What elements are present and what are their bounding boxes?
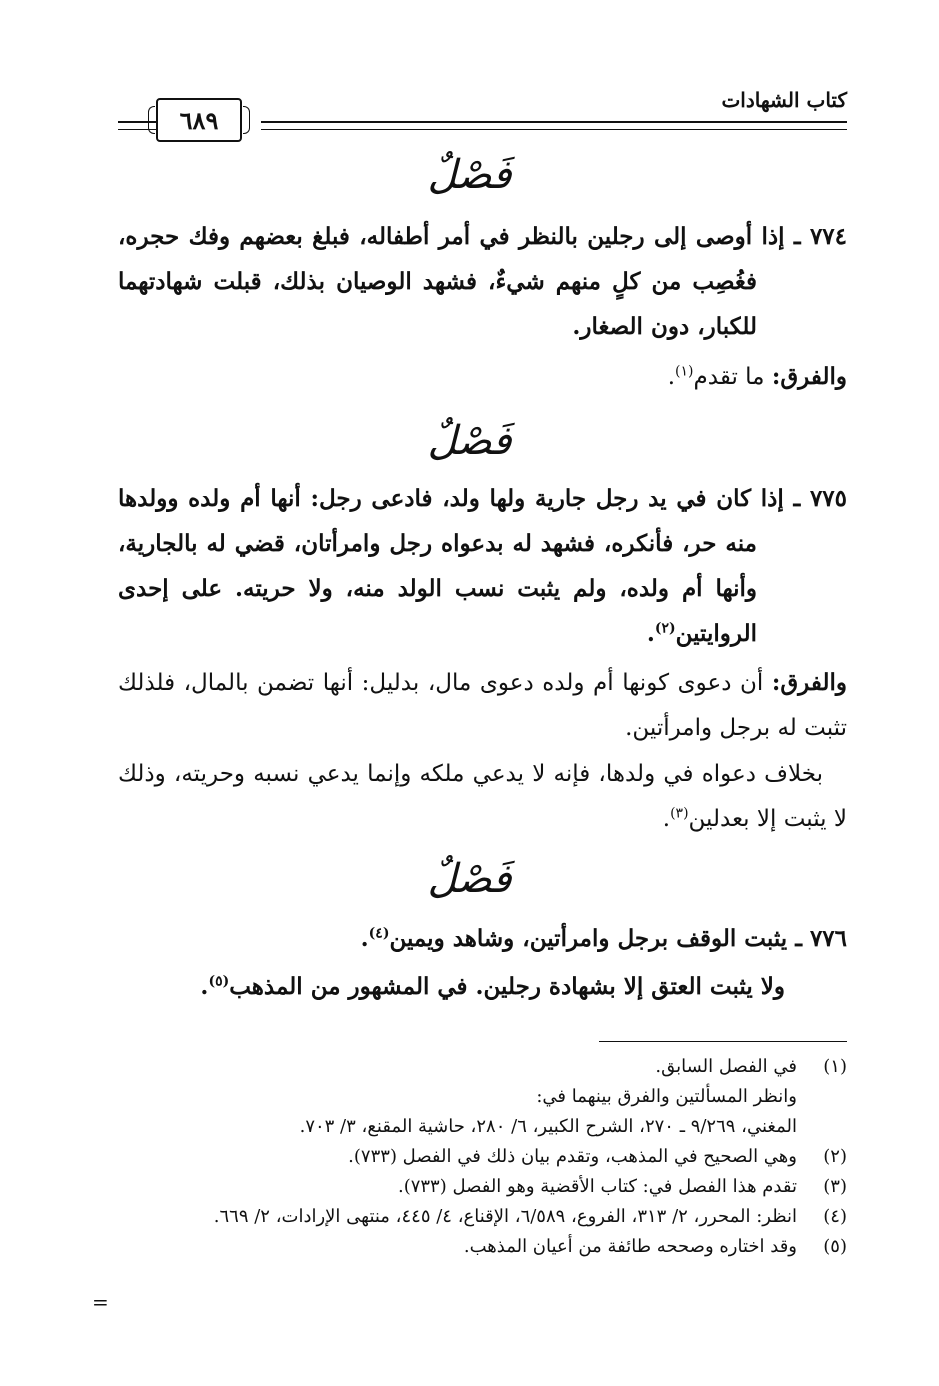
- footnotes: [110, 1052, 847, 1262]
- entry-776-line2: ولا يثبت العتق إلا بشهادة رجلين. في المشهور من المذهب$^{(٥)}$.: [200, 973, 785, 1000]
- header-rule: [261, 121, 847, 130]
- footnote-5-number: (٥): [823, 1236, 847, 1257]
- footnote-3-text: تقدم هذا الفصل في: كتاب الأقضية وهو الفصل (٧٣٣).: [397, 1176, 797, 1197]
- footnote-ref-3: (٣): [670, 805, 689, 822]
- footnote-2-text: وهي الصحيح في المذهب، وتقدم بيان ذلك في الفصل (٧٣٣).: [348, 1146, 797, 1167]
- footnote-5-text: وقد اختاره وصححه طائفة من أعيان المذهب.: [463, 1236, 797, 1257]
- section-heading-1: فَصْلٌ: [427, 152, 512, 198]
- para2-text-775: بخلاف دعواه في ولدها، فإنه لا يدعي ملكه وإنما يدعي نسبه وحريته، وذلك لا يثبت إلا بعدلين: [118, 761, 847, 832]
- footnote-ref-1: (١): [675, 363, 694, 380]
- farq-label-774: والفرق:: [771, 363, 847, 390]
- farq-775: [118, 660, 847, 751]
- entry-number-774: ٧٧٤ ـ: [793, 223, 847, 250]
- footnote-ref-4: (٤): [368, 925, 390, 942]
- entry-774: [118, 214, 847, 349]
- footnote-4-number: (٤): [823, 1206, 847, 1227]
- footnote-1-number: (١): [823, 1056, 847, 1077]
- farq-text-774: ما تقدم: [693, 364, 765, 390]
- footnote-3-number: (٣): [823, 1176, 847, 1197]
- footnote-1: [110, 1052, 847, 1142]
- page-number: ٦٨٩: [156, 98, 242, 142]
- entry-776-line2-text: ولا يثبت العتق إلا بشهادة رجلين. في المشهور من المذهب: [229, 973, 785, 1000]
- farq-text-775: أن دعوى كونها أم ولده دعوى مال، بدليل: أنها تضمن بالمال، فلذلك تثبت له برجل وامرأتين.: [118, 670, 847, 741]
- farq-label-775: والفرق:: [771, 669, 848, 696]
- footnote-rule: [599, 1041, 847, 1042]
- entry-number-775: ٧٧٥ ـ: [793, 485, 847, 512]
- para-775-2: بخلاف دعواه في ولدها، فإنه لا يدعي ملكه وإنما يدعي نسبه وحريته، وذلك لا يثبت إلا بعدلين$^{(٣)}$.: [118, 761, 847, 832]
- farq-774: والفرق: ما تقدم$^{(١)}$.: [667, 363, 847, 390]
- footnote-2: [110, 1142, 847, 1172]
- footnote-4: [110, 1202, 847, 1232]
- section-heading-2: فَصْلٌ: [427, 418, 512, 464]
- entry-text-776: يثبت الوقف برجل وامرأتين، وشاهد ويمين: [389, 925, 788, 952]
- margin-mark: =: [92, 1290, 109, 1314]
- entry-number-776: ٧٧٦ ـ: [795, 925, 847, 952]
- entry-776: ٧٧٦ ـ يثبت الوقف برجل وامرأتين، وشاهد ويمين$^{(٤)}$.: [360, 925, 847, 952]
- footnote-2-number: (٢): [823, 1146, 847, 1167]
- footnote-4-text: انظر: المحرر، ٢/ ٣١٣، الفروع، ٦/٥٨٩، الإقناع، ٤/ ٤٤٥، منتهى الإرادات، ٢/ ٦٦٩.: [213, 1206, 797, 1227]
- footnote-ref-2: (٢): [654, 620, 676, 637]
- footnote-5: [110, 1232, 847, 1262]
- entry-775: ٧٧٥ ـ إذا كان في يد رجل جارية ولها ولد، فادعى رجل: أنها أم ولده وولدها منه حر، فأنكره، فشهد له بدعواه رجل وامرأتان، قضي له بالجارية، وأنها أم ولده، ولم يثبت نسب الولد منه، ولا حريته. على إحدى الروايتين$^{(٢)}$.: [118, 485, 847, 647]
- footnote-1-line-2: وانظر المسألتين والفرق بينهما في:: [536, 1086, 797, 1107]
- running-header-title: كتاب الشهادات: [721, 88, 847, 112]
- footnote-1-line-1: في الفصل السابق.: [655, 1056, 797, 1077]
- entry-text-774: إذا أوصى إلى رجلين بالنظر في أمر أطفاله، فبلغ بعضهم وفك حجره، فغُصِب من كلٍ منهم شيءٌ، فشهد الوصيان بذلك، قبلت شهادتهما للكبار، دون الصغار.: [118, 223, 785, 340]
- entry-text-775: إذا كان في يد رجل جارية ولها ولد، فادعى رجل: أنها أم ولده وولدها منه حر، فأنكره، فشهد له بدعواه رجل وامرأتان، قضي له بالجارية، وأنها أم ولده، ولم يثبت نسب الولد منه، ولا حريته. على إحدى الروايتين: [118, 485, 784, 647]
- section-heading-3: فَصْلٌ: [427, 856, 512, 902]
- footnote-ref-5: (٥): [208, 973, 230, 990]
- footnote-1-line-3: المغني، ٩/٢٦٩ ـ ٢٧٠، الشرح الكبير، ٦/ ٢٨٠، حاشية المقنع، ٣/ ٧٠٣.: [299, 1116, 797, 1137]
- footnote-3: [110, 1172, 847, 1202]
